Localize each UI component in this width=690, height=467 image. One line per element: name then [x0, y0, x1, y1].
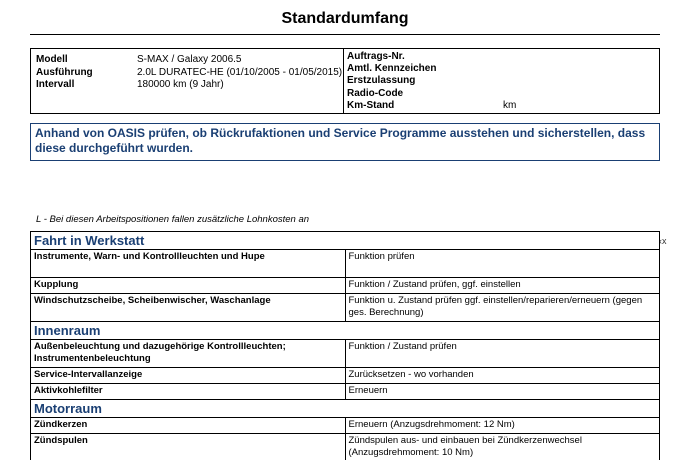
- mileage-unit: km: [503, 99, 517, 111]
- table-row: [31, 368, 659, 384]
- table-row: [31, 294, 659, 322]
- radio-code-label: Radio-Code: [347, 87, 404, 99]
- table-row: [31, 384, 659, 400]
- section-header-workshop-drive: [31, 232, 659, 250]
- action-cell: Zündspulen aus- und einbauen bei Zündkerzenwechsel (Anzugsdrehmoment: 10 Nm): [345, 434, 659, 461]
- action-cell: Funktion prüfen: [345, 250, 659, 278]
- license-plate-label: Amtl. Kennzeichen: [347, 63, 437, 75]
- section-title: Motorraum: [31, 400, 659, 418]
- labor-cost-note: L - Bei diesen Arbeitspositionen fallen zusätzliche Lohnkosten an: [36, 214, 310, 225]
- first-registration-label: Erstzulassung: [347, 75, 416, 87]
- task-cell: Service-Intervallanzeige: [31, 368, 345, 384]
- section-title: Fahrt in Werkstatt: [34, 233, 145, 248]
- order-number-label: Auftrags-Nr.: [347, 51, 405, 62]
- table-row: [31, 434, 659, 461]
- action-cell: Zurücksetzen - wo vorhanden: [345, 368, 659, 384]
- oasis-notice: Anhand von OASIS prüfen, ob Rückrufaktionen und Service Programme ausstehen und sicherstellen, dass diese durchgeführt wurden.: [30, 123, 660, 161]
- task-cell: Instrumente, Warn- und Kontrollleuchten und Hupe: [31, 250, 345, 278]
- task-cell: Außenbeleuchtung und dazugehörige Kontrollleuchten; Instrumentenbeleuchtung: [31, 340, 345, 368]
- action-cell: Erneuern (Anzugsdrehmoment: 12 Nm): [345, 418, 659, 434]
- vehicle-info-box: [30, 48, 660, 114]
- model-value: S-MAX / Galaxy 2006.5: [137, 54, 242, 65]
- interval-row: [36, 79, 342, 92]
- model-row: [36, 54, 342, 67]
- table-row: [31, 250, 659, 278]
- interval-label: Intervall: [36, 79, 75, 90]
- mileage-row: [347, 100, 657, 112]
- action-cell: Funktion / Zustand prüfen: [345, 340, 659, 368]
- order-details: [347, 51, 657, 112]
- task-cell: Windschutzscheibe, Scheibenwischer, Waschanlage: [31, 294, 345, 322]
- section-header-engine-bay: [31, 400, 659, 418]
- action-cell: Funktion / Zustand prüfen, ggf. einstellen: [345, 278, 659, 294]
- table-row: [31, 278, 659, 294]
- section-title: Innenraum: [31, 322, 659, 340]
- task-cell: Zündspulen: [31, 434, 345, 461]
- variant-value: 2.0L DURATEC-HE (01/10/2005 - 01/05/2015): [137, 66, 343, 78]
- edge-mark: ‹x: [659, 236, 667, 246]
- service-table: [30, 231, 660, 460]
- task-cell: Zündkerzen: [31, 418, 345, 434]
- mileage-label: Km-Stand: [347, 99, 395, 111]
- task-cell: Kupplung: [31, 278, 345, 294]
- title-divider: [30, 34, 660, 35]
- page-title: Standardumfang: [281, 10, 409, 27]
- vehicle-details: [36, 54, 342, 92]
- table-row: [31, 418, 659, 434]
- info-box-divider: [343, 49, 344, 113]
- section-header-interior: [31, 322, 659, 340]
- action-cell: Funktion u. Zustand prüfen ggf. einstellen/reparieren/erneuern (gegen ges. Berechnung): [345, 294, 659, 322]
- task-cell: Aktivkohlefilter: [31, 384, 345, 400]
- variant-label: Ausführung: [36, 66, 93, 78]
- table-row: [31, 340, 659, 368]
- variant-row: [36, 67, 342, 80]
- action-cell: Erneuern: [345, 384, 659, 400]
- interval-value: 180000 km (9 Jahr): [137, 79, 224, 90]
- model-label: Modell: [36, 54, 68, 65]
